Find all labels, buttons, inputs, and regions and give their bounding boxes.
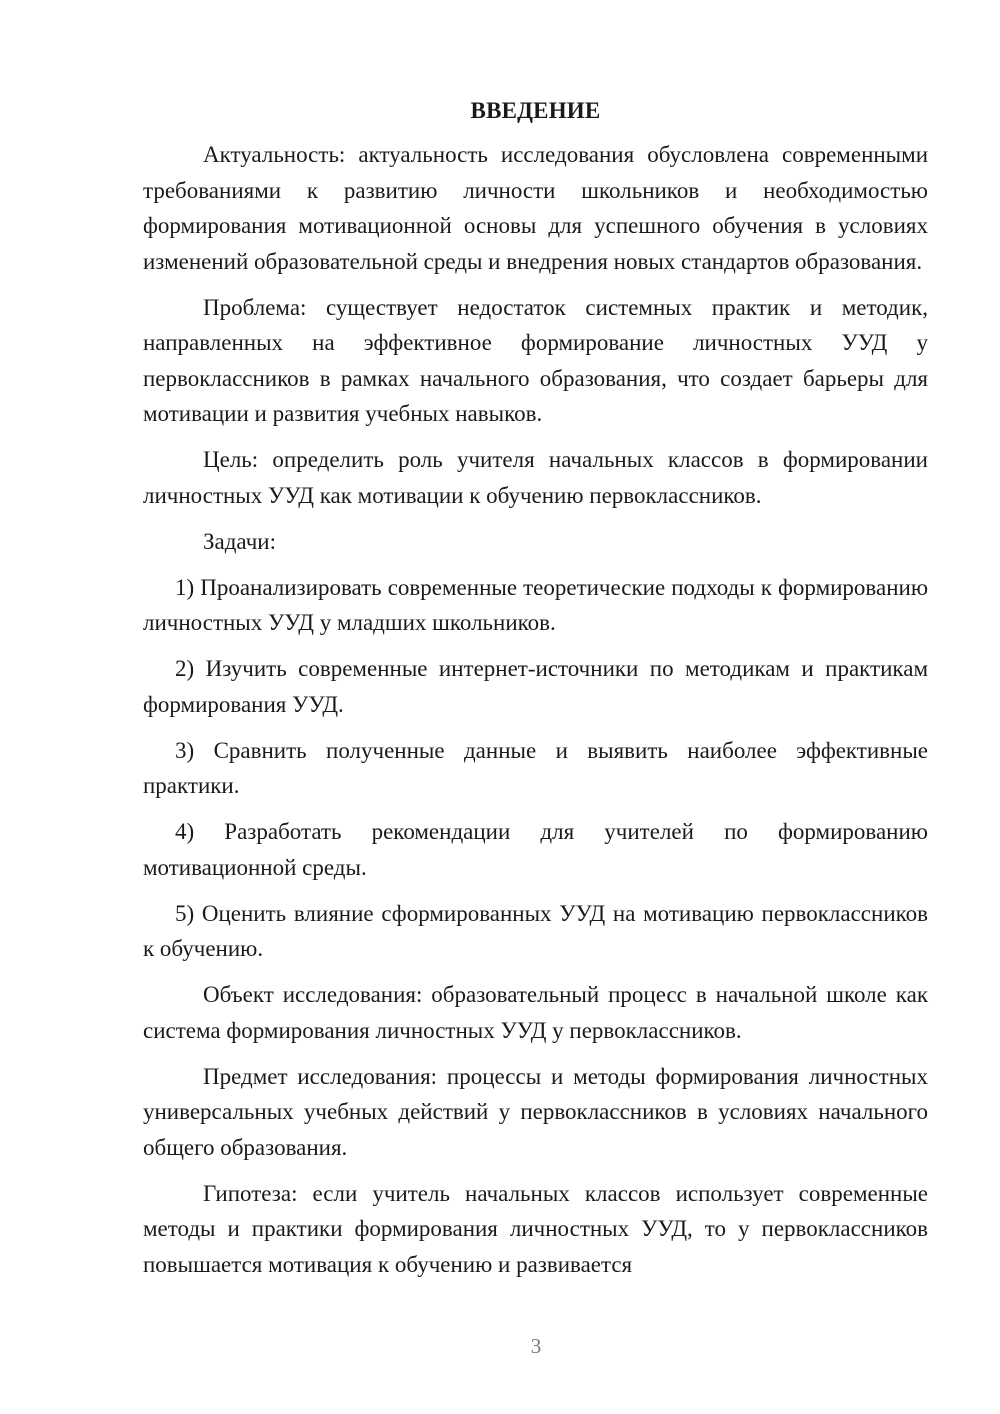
section-title: ВВЕДЕНИЕ bbox=[470, 98, 601, 123]
paragraph-object: Объект исследования: образовательный процесс в начальной школе как система формирования личностных УУД у первоклассников. bbox=[143, 982, 928, 1043]
task-item-1: 1) Проанализировать современные теоретические подходы к формированию личностных УУД у младших школьников. bbox=[143, 574, 928, 635]
paragraph-subject: Предмет исследования: процессы и методы формирования личностных универсальных учебных действий у первоклассников в условиях начального общего образования. bbox=[143, 1063, 928, 1160]
task-item-2: 2) Изучить современные интернет-источники по методикам и практикам формирования УУД. bbox=[143, 656, 928, 717]
page-number: 3 bbox=[530, 1334, 542, 1358]
paragraph-tasks-heading: Задачи: bbox=[203, 528, 276, 554]
task-item-3: 3) Сравнить полученные данные и выявить наиболее эффективные практики. bbox=[143, 737, 928, 798]
task-item-5: 5) Оценить влияние сформированных УУД на мотивацию первоклассников к обучению. bbox=[143, 900, 928, 961]
paragraph-goal: Цель: определить роль учителя начальных классов в формировании личностных УУД как мотивации к обучению первоклассников. bbox=[143, 447, 928, 508]
document-page bbox=[143, 96, 928, 1293]
task-item-4: 4) Разработать рекомендации для учителей по формированию мотивационной среды. bbox=[143, 819, 928, 880]
paragraph-hypothesis: Гипотеза: если учитель начальных классов использует современные методы и практики формирования личностных УУД, то у первоклассников повышается мотивация к обучению и развивается bbox=[143, 1180, 928, 1277]
paragraph-relevance: Актуальность: актуальность исследования обусловлена современными требованиями к развитию личности школьников и необходимостью формирования мотивационной основы для успешного обучения в условиях изменений образовательной среды и внедрения новых стандартов образования. bbox=[143, 142, 928, 274]
paragraph-problem: Проблема: существует недостаток системных практик и методик, направленных на эффективное формирование личностных УУД у первоклассников в рамках начального образования, что создает барьеры для мотивации и развития учебных навыков. bbox=[143, 294, 928, 426]
